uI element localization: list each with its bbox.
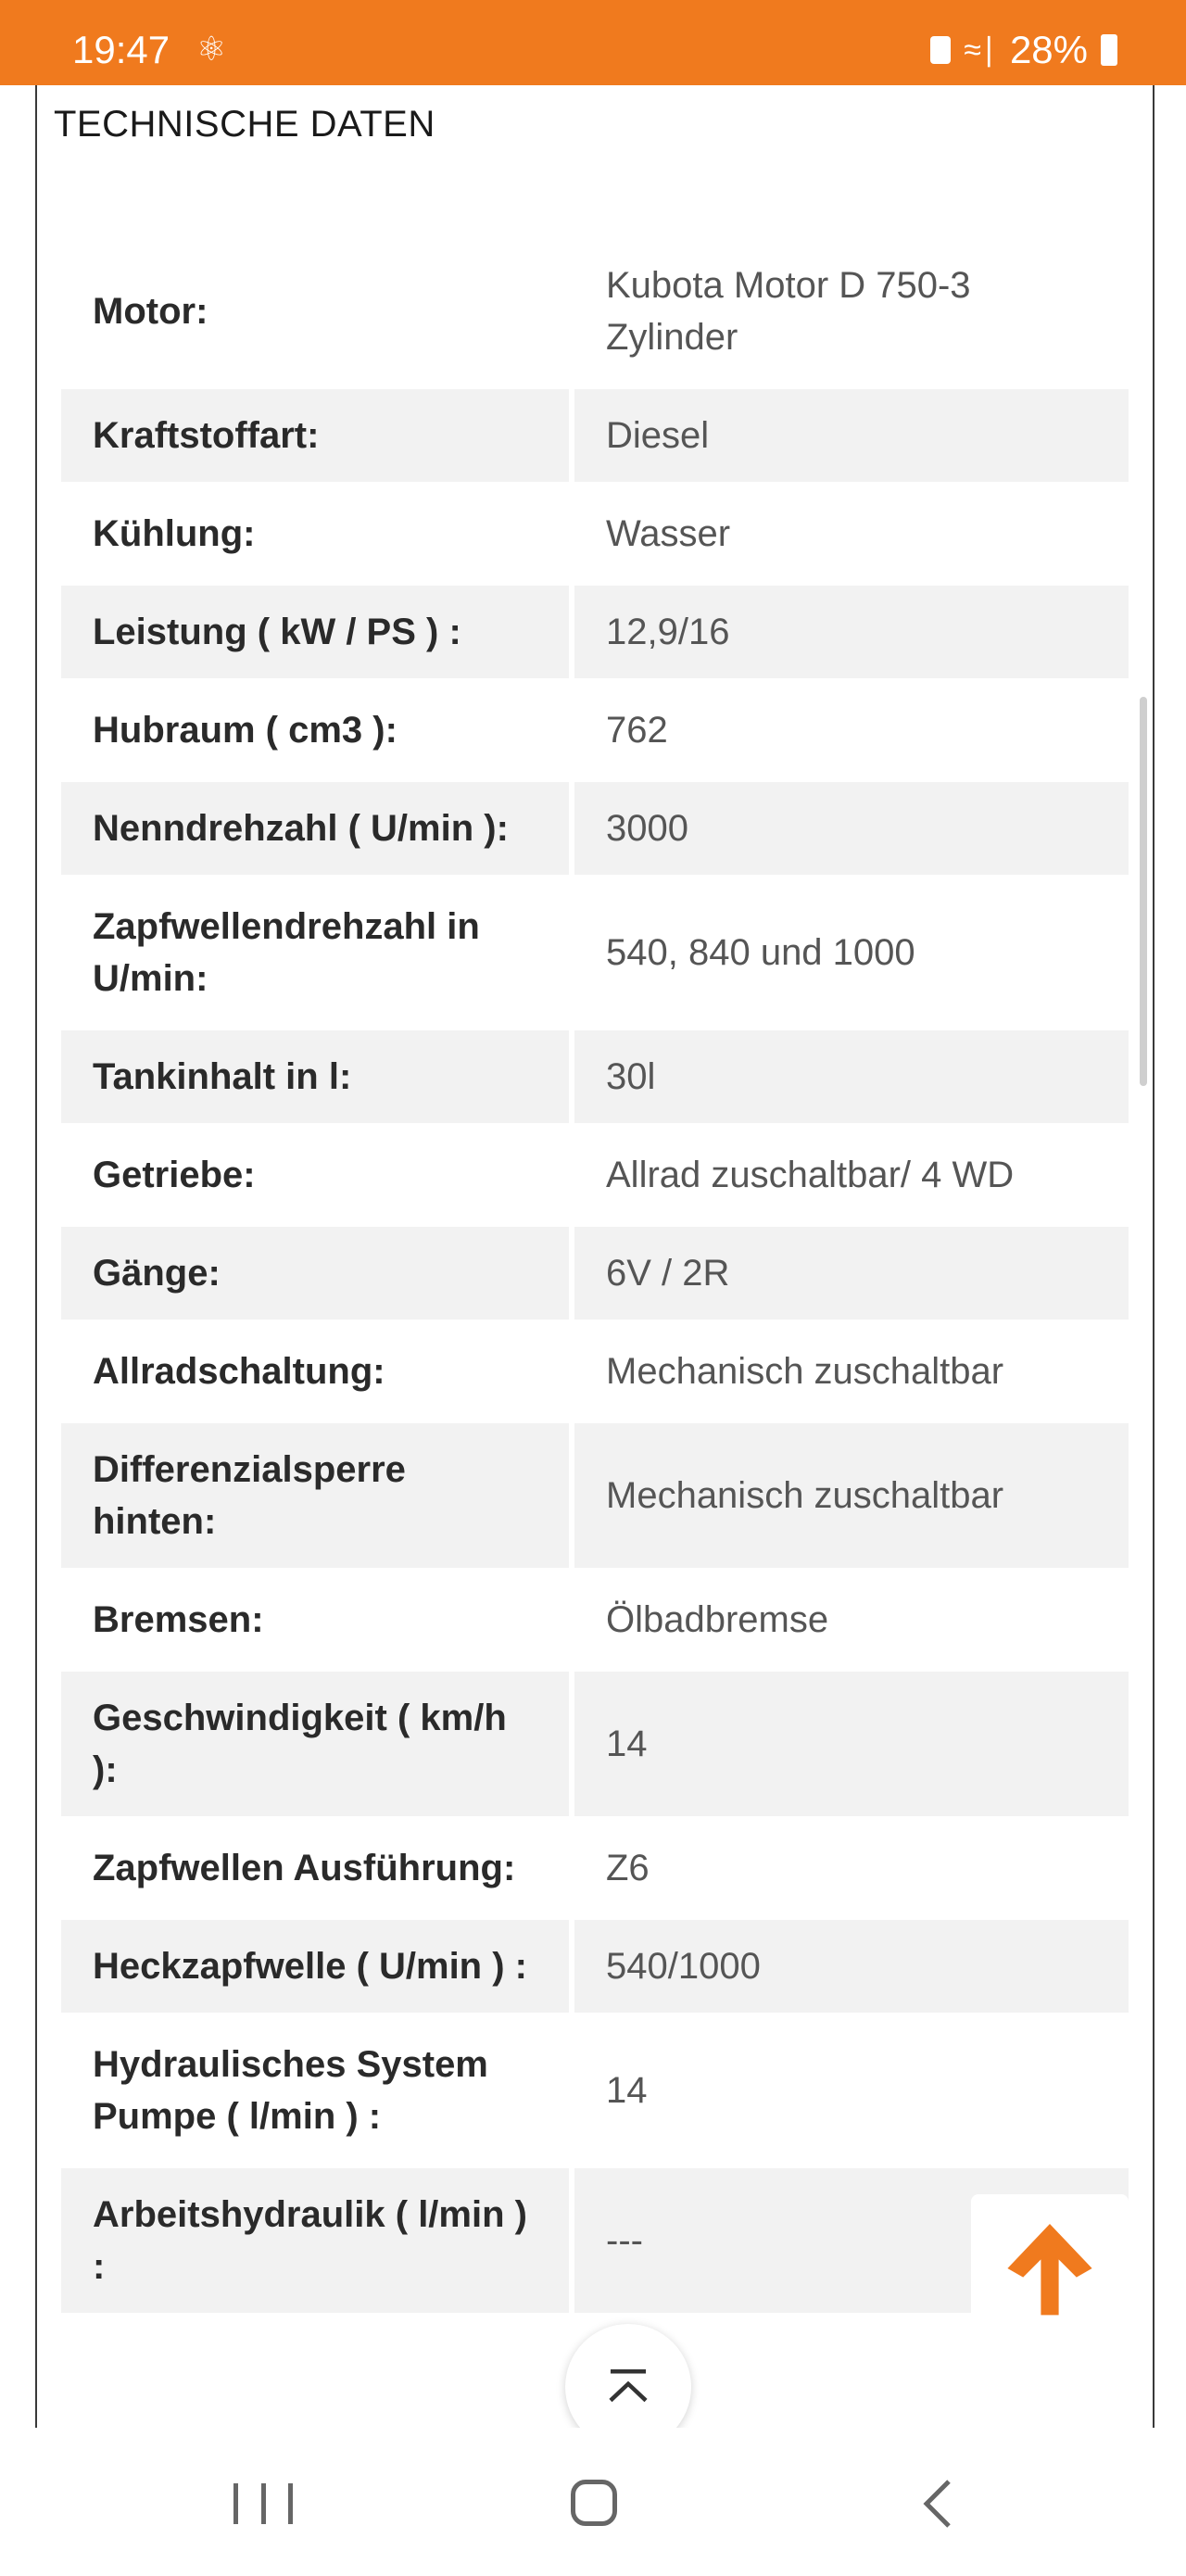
spec-label: Zapfwellendrehzahl in U/min: xyxy=(93,906,480,999)
spec-row xyxy=(61,2018,1129,2163)
spec-value: 540, 840 und 1000 xyxy=(606,932,915,973)
spec-value: Ölbadbremse xyxy=(606,1599,829,1640)
wifi-signal-icon: ≈∣ xyxy=(964,32,997,68)
spec-value: 14 xyxy=(606,2070,648,2111)
spec-label: Bremsen: xyxy=(93,1599,264,1640)
spec-label: Hubraum ( cm3 ): xyxy=(93,710,397,751)
spec-row xyxy=(61,1129,1129,1221)
scroll-to-top-button[interactable] xyxy=(971,2194,1129,2342)
spec-value: 12,9/16 xyxy=(574,586,1129,678)
spec-value: Diesel xyxy=(574,389,1129,482)
spec-table xyxy=(56,234,1134,2318)
spec-row xyxy=(61,1573,1129,1666)
spec-value: Wasser xyxy=(606,513,731,554)
arrow-up-icon xyxy=(994,2213,1105,2324)
recent-apps-icon[interactable] xyxy=(233,2483,293,2524)
spec-row xyxy=(61,2168,1129,2313)
spec-row xyxy=(61,1423,1129,1568)
battery-icon xyxy=(1101,34,1117,66)
spec-value: 540/1000 xyxy=(574,1920,1129,2013)
spec-value: Kubota Motor D 750-3 Zylinder xyxy=(606,265,971,358)
spec-row xyxy=(61,1822,1129,1914)
section-title: TECHNISCHE DATEN xyxy=(54,104,435,145)
spec-value: Mechanisch zuschaltbar xyxy=(606,1351,1004,1392)
spec-value: 3000 xyxy=(574,782,1129,875)
spec-label: Leistung ( kW / PS ) : xyxy=(61,586,569,678)
spec-value: Allrad zuschaltbar/ 4 WD xyxy=(606,1155,1015,1195)
spec-value: 762 xyxy=(606,710,668,751)
notification-icon: ⚛ xyxy=(196,30,227,68)
sim-icon xyxy=(930,36,951,64)
spec-value: --- xyxy=(574,2168,1129,2313)
chevron-up-bar-icon xyxy=(602,2361,654,2413)
spec-row xyxy=(61,1920,1129,2013)
spec-row xyxy=(61,880,1129,1025)
android-nav-bar xyxy=(0,2428,1186,2576)
spec-row xyxy=(61,1672,1129,1816)
spec-label: Allradschaltung: xyxy=(93,1351,385,1392)
spec-row xyxy=(61,1227,1129,1320)
spec-value: 6V / 2R xyxy=(574,1227,1129,1320)
spec-label: Gänge: xyxy=(61,1227,569,1320)
spec-row xyxy=(61,239,1129,384)
back-icon[interactable] xyxy=(912,2476,967,2532)
spec-row xyxy=(61,1030,1129,1123)
spec-row xyxy=(61,684,1129,777)
spec-label: Getriebe: xyxy=(93,1155,256,1195)
spec-row xyxy=(61,782,1129,875)
spec-label: Motor: xyxy=(93,291,208,332)
spec-label: Arbeitshydraulik ( l/min ) : xyxy=(61,2168,569,2313)
status-time: 19:47 xyxy=(72,28,170,71)
status-bar xyxy=(0,0,1186,85)
spec-label: Zapfwellen Ausführung: xyxy=(93,1848,516,1888)
spec-row xyxy=(61,1325,1129,1418)
spec-label: Nenndrehzahl ( U/min ): xyxy=(61,782,569,875)
spec-value: Z6 xyxy=(606,1848,650,1888)
spec-label: Hydraulisches System Pumpe ( l/min ) : xyxy=(93,2044,488,2137)
battery-percentage: 28% xyxy=(1009,28,1088,71)
spec-label: Geschwindigkeit ( km/h ): xyxy=(61,1672,569,1816)
spec-row xyxy=(61,487,1129,580)
spec-label: Tankinhalt in l: xyxy=(61,1030,569,1123)
spec-label: Differenzialsperre hinten: xyxy=(61,1423,569,1568)
spec-label: Kühlung: xyxy=(93,513,256,554)
spec-label: Heckzapfwelle ( U/min ) : xyxy=(61,1920,569,2013)
spec-row xyxy=(61,586,1129,678)
spec-row xyxy=(61,389,1129,482)
spec-value: 30l xyxy=(574,1030,1129,1123)
collapse-button[interactable] xyxy=(565,2324,691,2428)
page-content[interactable] xyxy=(35,85,1154,2428)
spec-value: 14 xyxy=(574,1672,1129,1816)
spec-value: Mechanisch zuschaltbar xyxy=(574,1423,1129,1568)
spec-label: Kraftstoffart: xyxy=(61,389,569,482)
scrollbar-thumb[interactable] xyxy=(1140,697,1147,1086)
home-icon[interactable] xyxy=(571,2480,617,2526)
status-indicators xyxy=(930,28,1117,72)
